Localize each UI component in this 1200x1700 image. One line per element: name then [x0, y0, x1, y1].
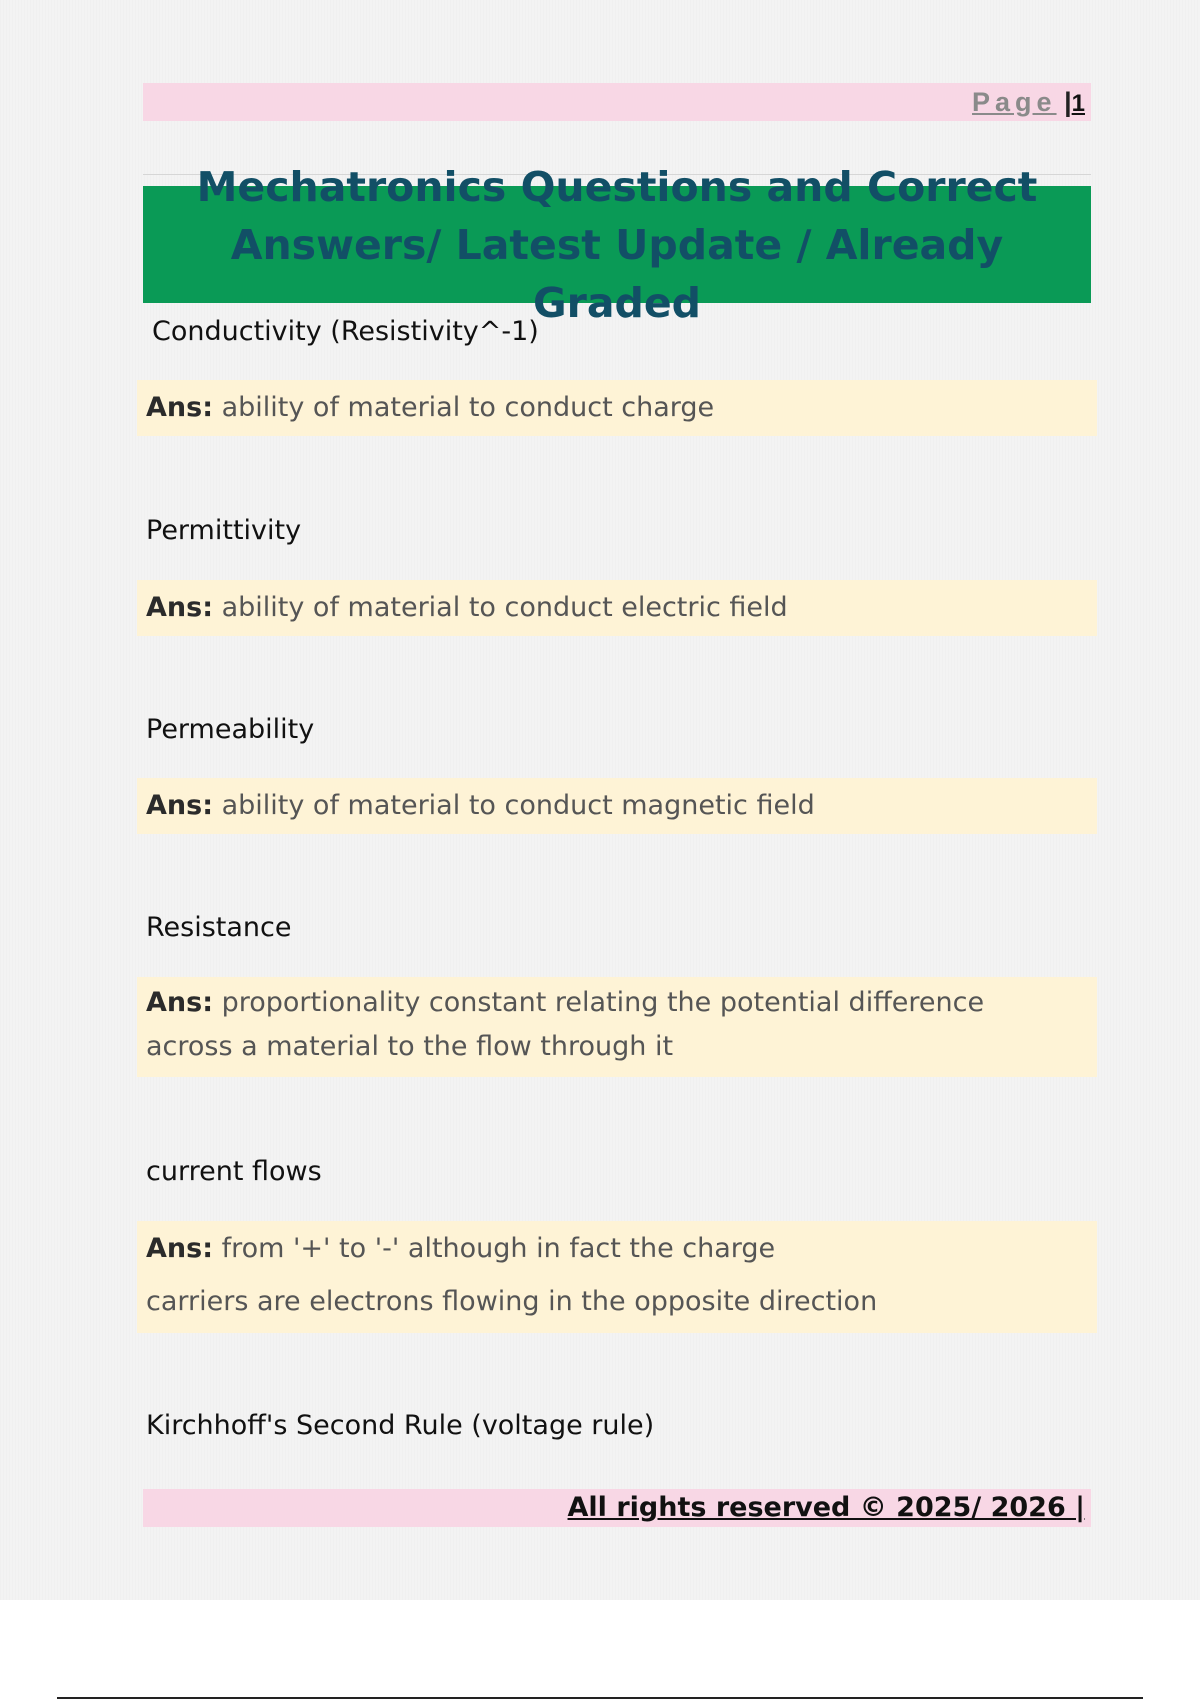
answer-text: from '+' to '-' although in fact the charge	[221, 1233, 776, 1264]
question-text: Kirchhoff's Second Rule (voltage rule)	[146, 1410, 655, 1441]
bottom-divider	[57, 1697, 1143, 1699]
title-line-1: Mechatronics Questions and Correct	[196, 162, 1038, 211]
page-header-band	[143, 83, 1091, 121]
page-number: 1	[1071, 90, 1085, 117]
answer-prefix: Ans:	[146, 987, 213, 1018]
answer-box	[137, 778, 1097, 834]
question-text: Permeability	[146, 714, 315, 745]
answer-line	[146, 1225, 1087, 1273]
question-text: Permittivity	[146, 515, 302, 546]
question-text: Conductivity (Resistivity^-1)	[152, 316, 539, 347]
page-footer-band	[143, 1489, 1091, 1527]
copyright-notice: All rights reserved © 2025/ 2026 |	[567, 1492, 1085, 1523]
answer-text: proportionality constant relating the potential difference	[221, 987, 985, 1018]
answer-prefix: Ans:	[146, 790, 213, 821]
answer-box	[137, 580, 1097, 636]
question-text: Resistance	[146, 912, 292, 943]
question-text: current flows	[146, 1156, 322, 1187]
answer-text: ability of material to conduct charge	[221, 392, 715, 423]
document-title	[143, 158, 1091, 332]
answer-prefix: Ans:	[146, 592, 213, 623]
answer-box	[137, 1221, 1097, 1333]
title-banner	[143, 162, 1091, 327]
page-word: Page	[972, 87, 1057, 117]
page-separator: |	[1064, 87, 1072, 117]
answer-prefix: Ans:	[146, 392, 213, 423]
answer-line	[137, 1025, 1087, 1069]
answer-prefix: Ans:	[146, 1233, 213, 1264]
answer-text: ability of material to conduct magnetic field	[221, 790, 815, 821]
title-line-2: Answers/ Latest Update / Already Graded	[230, 220, 1004, 327]
answer-text: across a material to the flow through it	[146, 1031, 674, 1062]
page-number-label	[972, 87, 1085, 119]
answer-text: ability of material to conduct electric field	[221, 592, 788, 623]
answer-line	[146, 981, 1087, 1025]
answer-box	[137, 380, 1097, 436]
answer-text: carriers are electrons flowing in the opposite direction	[146, 1286, 878, 1317]
answer-box	[137, 977, 1097, 1077]
answer-line	[146, 1273, 1087, 1331]
